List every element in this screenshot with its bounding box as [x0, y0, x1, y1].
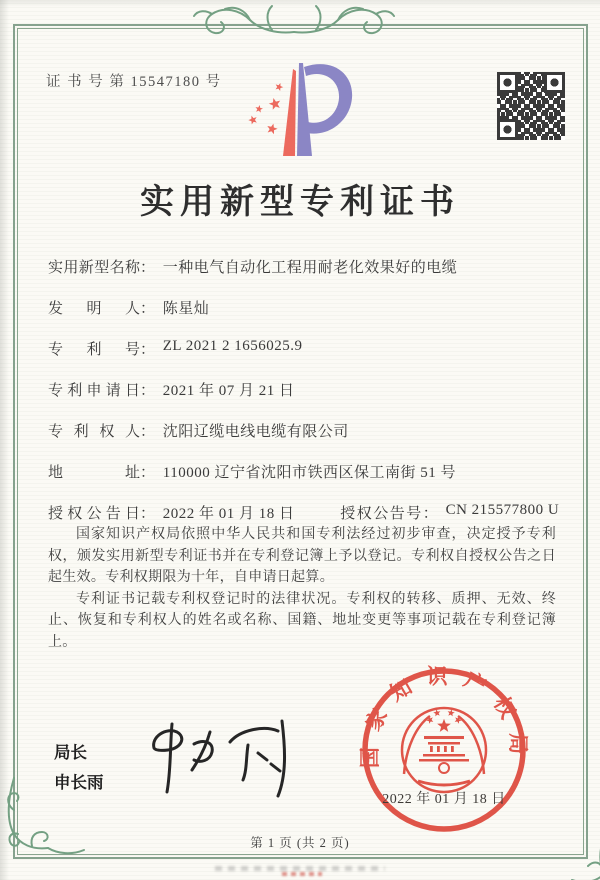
field-colon: ： — [422, 506, 438, 522]
field-patentee — [48, 420, 554, 440]
legal-paragraph-1: 国家知识产权局依照中华人民共和国专利法经过初步审查，决定授予专利权，颁发实用新型专利证书并在专利登记簿上予以登记。专利权自授权公告之日起生效。专利权期限为十年，自申请日起算。 — [48, 527, 556, 585]
cnipa-logo-icon — [228, 56, 373, 168]
page-number: 第 1 页 (共 2 页) — [250, 836, 350, 850]
top-dragon-ornament-icon — [186, 2, 402, 42]
seal-ring-text: 国家知识产权局 — [358, 664, 530, 769]
field-label: 授权公告日 — [48, 506, 140, 522]
field-label: 发明人 — [48, 301, 140, 317]
legal-paragraph-2: 专利证书记载专利权登记时的法律状况。专利权的转移、质押、无效、终止、恢复和专利权人的姓名或名称、国籍、地址变更等事项记载在专利登记簿上。 — [48, 591, 556, 650]
field-colon: ： — [140, 260, 156, 276]
field-value: 2021 年 07 月 21 日 — [162, 383, 295, 399]
field-value: 一种电气自动化工程用耐老化效果好的电缆 — [162, 260, 458, 276]
field-list — [48, 256, 560, 543]
field-value: ZL 2021 2 1656025.9 — [162, 338, 303, 354]
field-label: 专利号 — [48, 342, 140, 358]
cnipa-red-seal — [358, 664, 530, 836]
national-emblem-icon — [402, 708, 486, 792]
field-value: 110000 辽宁省沈阳市铁西区保工南街 51 号 — [162, 465, 456, 481]
field-filing-date — [48, 379, 554, 399]
field-patent-number — [48, 338, 554, 358]
seal-date: 2022 年 01 月 18 日 — [382, 792, 506, 807]
field-value: 2022 年 01 月 18 日 — [162, 506, 295, 522]
field-colon: ： — [140, 301, 156, 317]
field-label: 授权公告号 — [340, 506, 423, 522]
field-utility-model-name — [48, 256, 554, 276]
signoff-block — [54, 738, 104, 798]
qr-finder-icon — [497, 72, 518, 93]
field-value: CN 215577800 U — [445, 502, 560, 518]
field-label: 地址 — [48, 465, 140, 481]
qr-finder-icon — [544, 72, 565, 93]
field-colon: ： — [140, 424, 156, 440]
field-inventor — [48, 297, 554, 317]
field-value: 陈星灿 — [162, 301, 210, 317]
field-value: 沈阳辽缆电线电缆有限公司 — [162, 424, 349, 440]
bleedthrough-red-marks — [282, 872, 322, 876]
field-label: 专利申请日 — [48, 383, 140, 399]
field-colon: ： — [140, 342, 156, 358]
handwritten-signature — [142, 712, 342, 807]
qr-code — [497, 72, 565, 140]
field-label: 实用新型名称 — [48, 260, 140, 276]
field-colon: ： — [140, 383, 156, 399]
field-grant-row — [48, 502, 560, 522]
field-colon: ： — [140, 465, 156, 481]
field-label: 专利权人 — [48, 424, 140, 440]
field-grant-number — [340, 502, 559, 523]
commissioner-name: 申长雨 — [54, 774, 104, 792]
certificate-number: 证 书 号 第 15547180 号 — [46, 74, 222, 90]
legal-text — [48, 524, 556, 653]
qr-finder-icon — [497, 119, 518, 140]
svg-text:国家知识产权局 — [358, 665, 530, 768]
bleedthrough-marks — [215, 866, 385, 871]
field-address — [48, 461, 554, 481]
scan-edge-shadow-left — [0, 0, 9, 880]
certificate-title: 实用新型专利证书 — [140, 184, 460, 221]
field-colon: ： — [140, 506, 156, 522]
commissioner-title: 局长 — [54, 744, 87, 762]
